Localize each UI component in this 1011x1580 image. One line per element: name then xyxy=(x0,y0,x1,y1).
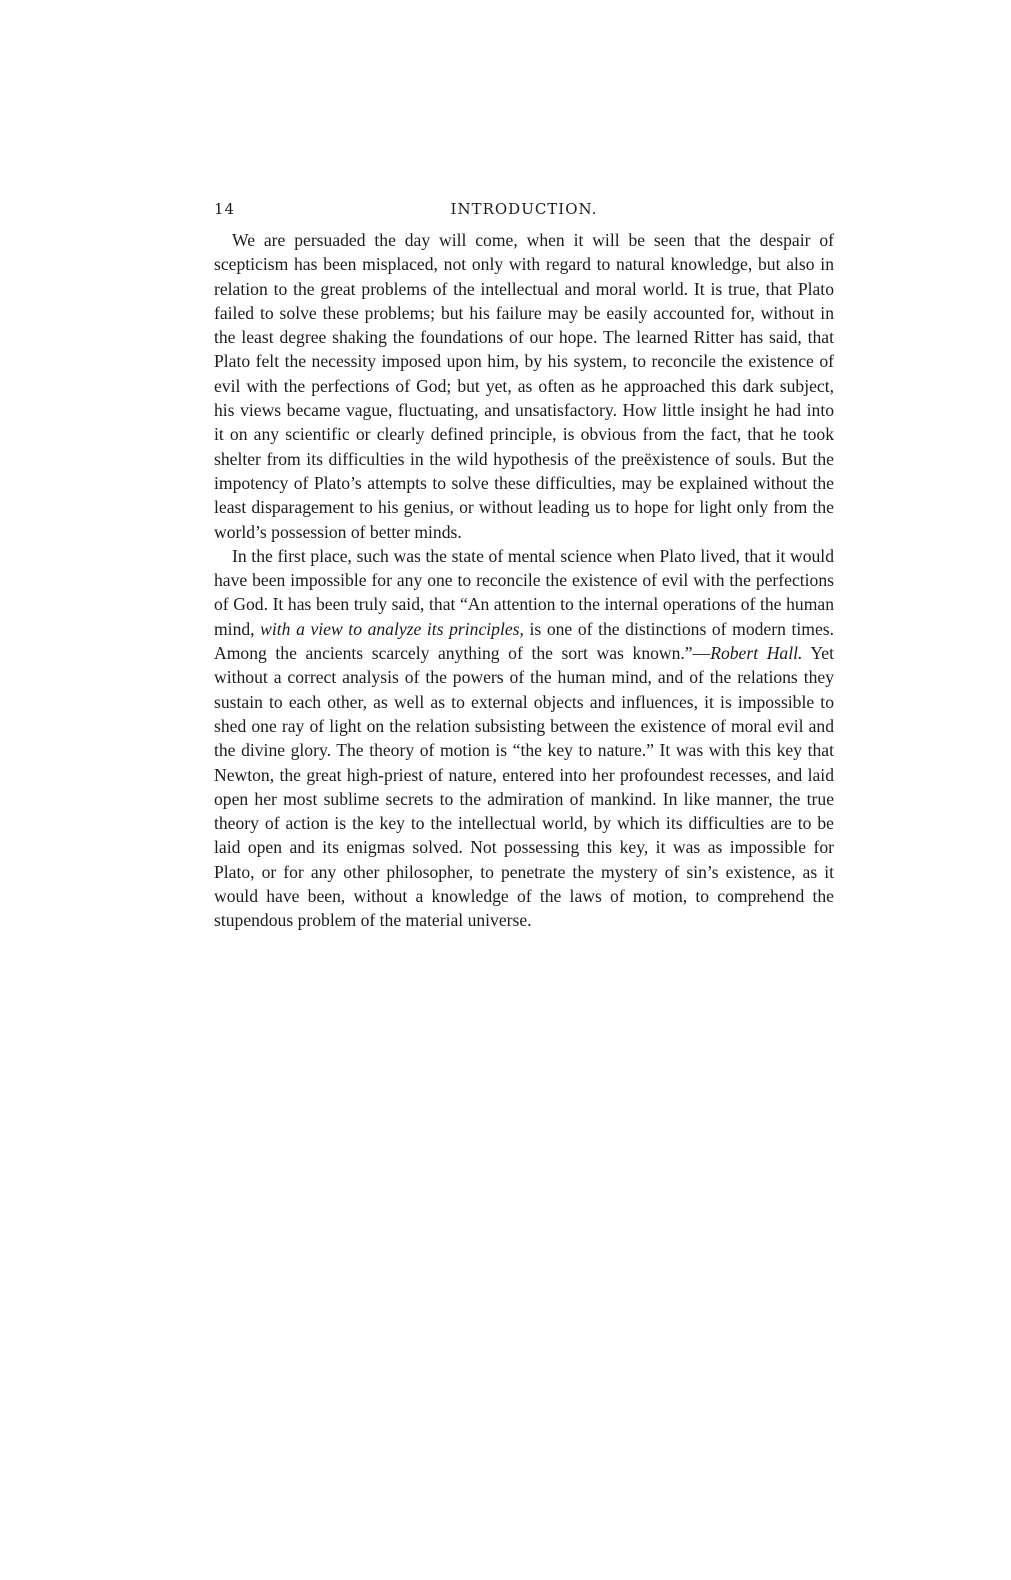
author-citation-italic: Robert Hall. xyxy=(710,643,803,664)
paragraph-1: We are persuaded the day will come, when it will be seen that the despair of scepticism has been misplaced, not only with regard to natural knowledge, but also in relation to the great problems of the intellectual and moral world. It is true, that Plato failed to solve these problems; but his failure may be easily accounted for, without in the least degree shaking the foundations of our hope. The learned Ritter has said, that Plato felt the necessity imposed upon him, by his system, to reconcile the existence of evil with the perfections of God; but yet, as often as he approached this dark subject, his views became vague, fluctuating, and unsatisfactory. How little insight he had into it on any scientific or clearly defined principle, is obvious from the fact, that he took shelter from its difficulties in the wild hypothesis of the preëxistence of souls. But the impotency of Plato’s attempts to solve these difficulties, may be explained without the least disparagement to his genius, or without leading us to hope for light only from the world’s possession of better minds. xyxy=(214,230,834,542)
hall-quotation-italic: with a view to analyze its principles, xyxy=(260,618,524,639)
paragraph-2-text-a: In the first place, such was the state of mental science when Plato lived, that it would have been impossible for any one to reconcile the existence of evil with the perfections of God. It has been truly said, that “An attention to the internal operations of the human mind, xyxy=(214,545,834,639)
paragraph-2 xyxy=(214,544,834,933)
paragraph-2-text-b: is one of the distinctions of modern times. Among the ancients scarcely anything of the sort was known.”— xyxy=(214,618,834,664)
page-number: 14 xyxy=(214,200,236,218)
running-head-title: INTRODUCTION. xyxy=(450,200,598,218)
running-head xyxy=(214,198,834,228)
book-page xyxy=(214,198,834,933)
paragraph-2-text-c: Yet without a correct analysis of the powers of the human mind, and of the relations they sustain to each other, as well as to external objects and influences, it is impossible to shed one ray of light on the relation subsisting between the existence of moral evil and the divine glory. The theory of motion is “the key to nature.” It was with this key that Newton, the great high-priest of nature, entered into her profoundest recesses, and laid open her most sublime secrets to the admiration of mankind. In like manner, the true theory of action is the key to the intellectual world, by which its difficulties are to be laid open and its enigmas solved. Not possessing this key, it was as impossible for Plato, or for any other philosopher, to penetrate the mystery of sin’s existence, as it would have been, without a knowledge of the laws of motion, to comprehend the stupendous problem of the material universe. xyxy=(214,643,835,931)
